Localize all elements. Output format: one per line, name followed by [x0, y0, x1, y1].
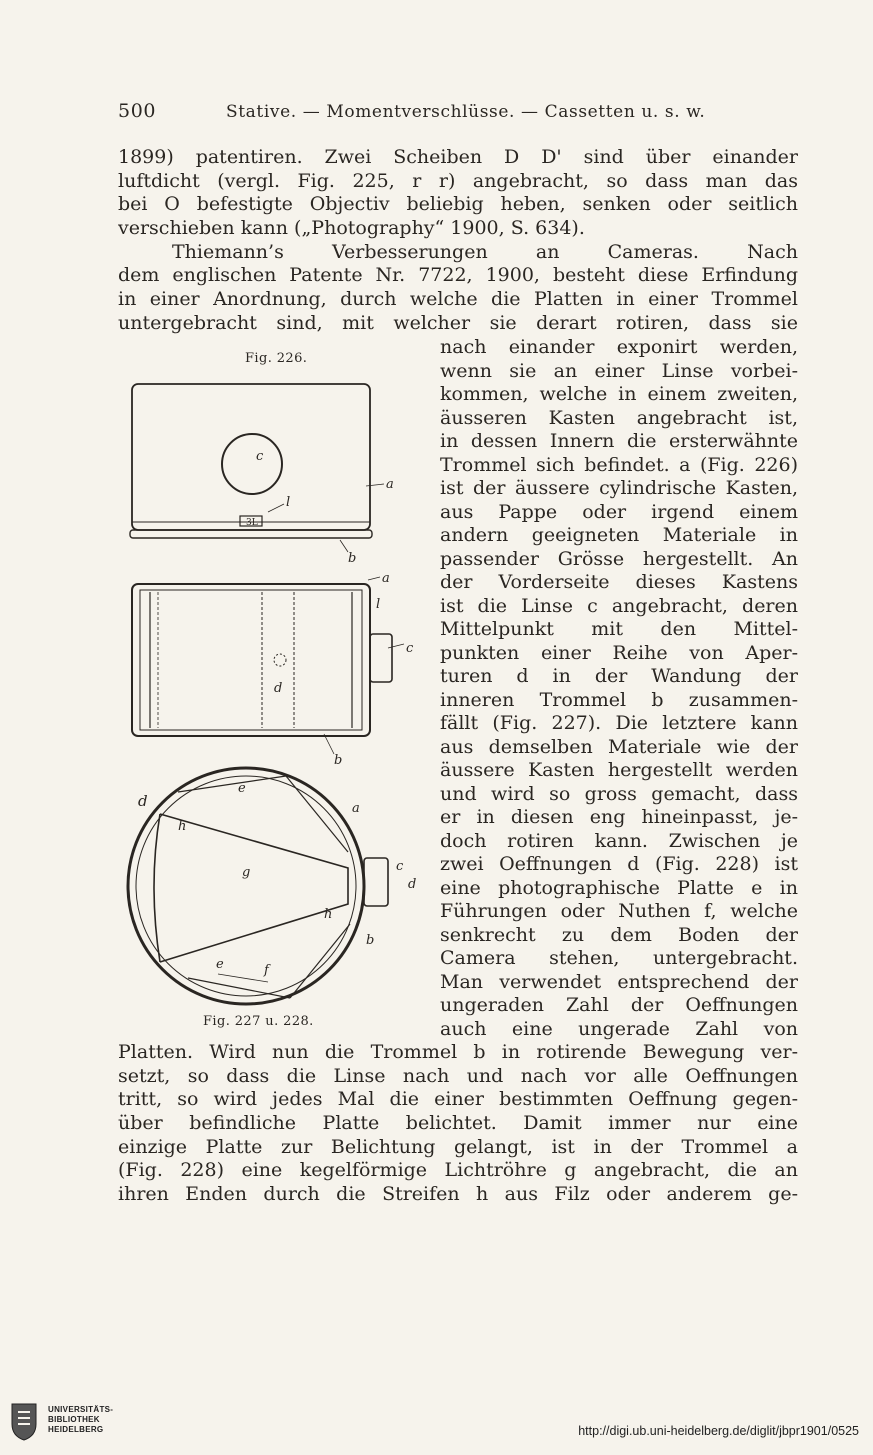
- body-line: ihren Enden durch die Streifen h aus Filz oder anderem ge-: [118, 1183, 798, 1205]
- label-h4: h: [324, 907, 333, 922]
- side-line: äussere Kasten hergestellt werden: [440, 759, 798, 781]
- label-h3: h: [178, 819, 187, 834]
- leader-a: [366, 484, 384, 486]
- figure-226-drawing: [130, 384, 394, 566]
- library-emblem-icon: [10, 1402, 40, 1442]
- label-lens-tab: 3L: [246, 518, 258, 528]
- lens-circle: [222, 434, 282, 494]
- side-line: nach einander exponirt werden,: [440, 336, 798, 358]
- side-line: äusseren Kasten angebracht ist,: [440, 406, 798, 429]
- label-l: l: [286, 495, 291, 510]
- label-l2: l: [376, 597, 381, 612]
- body-line: in einer Anordnung, durch welche die Platten in einer Trommel: [118, 288, 798, 310]
- side-line: Führungen oder Nuthen f, welche: [440, 900, 798, 922]
- label-a2: a: [382, 571, 390, 586]
- side-line: punkten einer Reihe von Aper-: [440, 641, 798, 664]
- cone-base: [154, 814, 160, 962]
- side-line: turen d in der Wandung der: [440, 665, 798, 687]
- drum-outer-circle: [128, 768, 364, 1004]
- side-line: passender Grösse hergestellt. An: [440, 547, 798, 570]
- section-outer-box: [132, 584, 370, 736]
- label-c: c: [256, 449, 264, 464]
- body-line: 1899) patentiren. Zwei Scheiben D D' sind über einander: [118, 146, 798, 168]
- leader-l: [268, 504, 284, 512]
- running-head: [118, 100, 818, 126]
- side-line: doch rotiren kann. Zwischen je: [440, 829, 798, 852]
- side-line: Trommel sich befindet. a (Fig. 226): [440, 453, 798, 476]
- label-b3: b: [366, 933, 375, 948]
- body-line: Platten. Wird nun die Trommel b in rotirende Bewegung ver-: [118, 1041, 798, 1063]
- lens-housing-plan: [364, 858, 388, 906]
- body-line: dem englischen Patente Nr. 7722, 1900, besteht diese Erfindung: [118, 264, 798, 286]
- side-line: der Vorderseite dieses Kastens: [440, 571, 798, 593]
- side-line: ist der äussere cylindrische Kasten,: [440, 477, 798, 499]
- body-line: verschieben kann („Photography“ 1900, S. 634).: [118, 217, 585, 239]
- body-line: über befindliche Platte belichtet. Damit immer nur eine: [118, 1112, 798, 1134]
- plate-bottom-right: [290, 924, 350, 998]
- page-number: 500: [118, 100, 157, 122]
- aperture-mark: [274, 654, 286, 666]
- running-title: Stative. — Momentverschlüsse. — Cassetten u. s. w.: [226, 102, 706, 122]
- lens-housing: [370, 634, 392, 682]
- side-line: aus demselben Materiale wie der: [440, 735, 798, 758]
- side-line: und wird so gross gemacht, dass: [440, 782, 798, 805]
- side-line: andern geeigneten Materiale in: [440, 524, 798, 546]
- side-line: Man verwendet entsprechend der: [440, 970, 798, 993]
- label-c3: c: [396, 859, 404, 874]
- library-logo: [10, 1402, 140, 1446]
- source-url-link[interactable]: http://digi.ub.uni-heidelberg.de/diglit/jbpr1901/0525: [578, 1424, 859, 1438]
- label-d4: d: [408, 877, 417, 892]
- side-line: fällt (Fig. 227). Die letztere kann: [440, 712, 798, 734]
- camera-figures: [118, 372, 418, 1012]
- side-line: Mittelpunkt mit den Mittel-: [440, 618, 798, 640]
- label-a: a: [386, 477, 394, 492]
- side-line: ist die Linse c angebracht, deren: [440, 594, 798, 617]
- figure-227-drawing: [132, 571, 414, 768]
- side-line: eine photographische Platte e in: [440, 876, 798, 899]
- figure-228-drawing: [128, 768, 416, 1004]
- label-f3: f: [264, 963, 269, 978]
- label-g3: g: [242, 865, 251, 880]
- body-line: (Fig. 228) eine kegelförmige Lichtröhre g angebracht, die an: [118, 1159, 798, 1181]
- side-line: auch eine ungerade Zahl von: [440, 1017, 798, 1040]
- outer-box-outline: [132, 384, 370, 530]
- side-line: inneren Trommel b zusammen-: [440, 688, 798, 711]
- library-name-line: BIBLIOTHEK: [48, 1415, 100, 1424]
- section-heading-line: Thiemann’s Verbesserungen an Cameras. Nach: [172, 241, 798, 263]
- side-line: ungeraden Zahl der Oeffnungen: [440, 994, 798, 1016]
- box-bottom-rim: [130, 530, 372, 538]
- body-line: bei O befestigte Objectiv beliebig heben, senken oder seitlich: [118, 193, 798, 215]
- body-line: setzt, so dass die Linse nach und nach vor alle Oeffnungen: [118, 1065, 798, 1087]
- drum-inner-circle: [136, 776, 356, 996]
- body-line: tritt, so wird jedes Mal die einer bestimmten Oeffnung gegen-: [118, 1088, 798, 1110]
- leader-c2: [388, 644, 404, 648]
- library-name-line: UNIVERSITÄTS-: [48, 1405, 114, 1414]
- label-a3: a: [352, 801, 360, 816]
- body-line: untergebracht sind, mit welcher sie derart rotiren, dass sie: [118, 312, 798, 334]
- label-b: b: [348, 551, 357, 566]
- side-line: kommen, welche in einem zweiten,: [440, 383, 798, 405]
- side-line: aus Pappe oder irgend einem: [440, 500, 798, 523]
- label-c2: c: [406, 641, 414, 656]
- label-d3: d: [138, 792, 148, 810]
- light-cone: [160, 814, 348, 962]
- figure-226-caption: Fig. 226.: [245, 351, 308, 366]
- library-name: [48, 1405, 113, 1435]
- side-line: senkrecht zu dem Boden der: [440, 923, 798, 946]
- body-line: einzige Platte zur Belichtung gelangt, ist in der Trommel a: [118, 1136, 798, 1158]
- side-line: in dessen Innern die ersterwähnte: [440, 430, 798, 452]
- side-line: zwei Oeffnungen d (Fig. 228) ist: [440, 853, 798, 875]
- leader-e2: [218, 974, 268, 982]
- label-e4: e: [216, 957, 224, 972]
- section-inner-drum: [140, 590, 362, 730]
- figure-227-228-caption: Fig. 227 u. 228.: [203, 1014, 314, 1029]
- side-line: Camera stehen, untergebracht.: [440, 947, 798, 969]
- leader-b: [340, 540, 348, 552]
- side-line: er in diesen eng hineinpasst, je-: [440, 806, 798, 828]
- label-b2: b: [334, 753, 343, 768]
- label-d2: d: [274, 681, 283, 696]
- side-line: wenn sie an einer Linse vorbei-: [440, 359, 798, 382]
- label-e3: e: [238, 781, 246, 796]
- leader-a2: [368, 577, 380, 580]
- body-line: luftdicht (vergl. Fig. 225, r r) angebracht, so dass man das: [118, 170, 798, 192]
- library-name-line: HEIDELBERG: [48, 1425, 104, 1434]
